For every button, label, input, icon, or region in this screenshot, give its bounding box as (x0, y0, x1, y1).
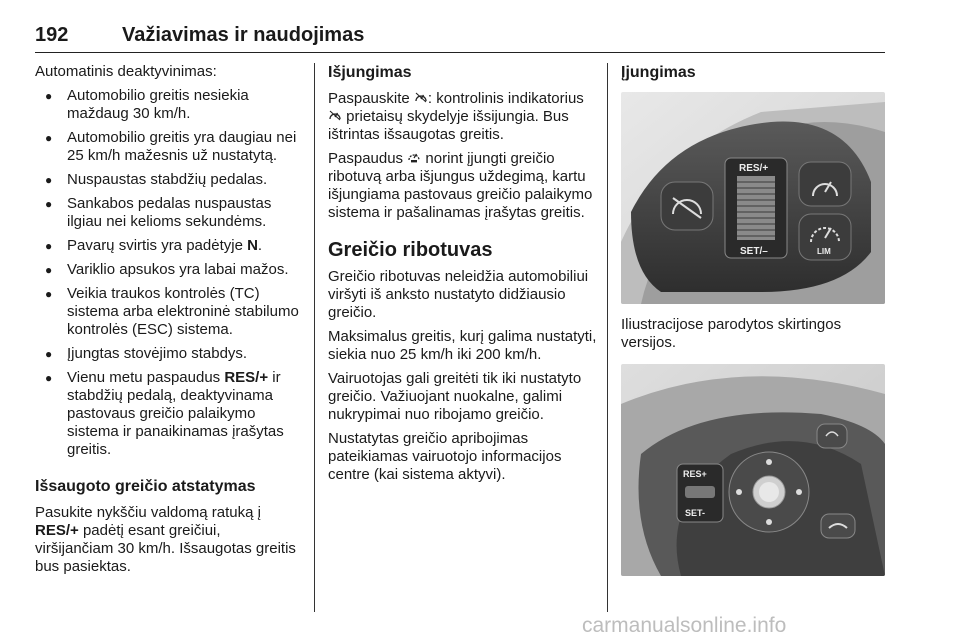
paragraph: Vairuotojas gali greitėti tik iki nustatyto greičio. Važiuojant nuokalne, galimi nukrypimai nuo ribojamo greičio. (328, 370, 582, 423)
column-2 (328, 63, 598, 490)
steering-wheel-controls-figure-1 (621, 92, 885, 304)
cruise-off-icon (328, 108, 342, 126)
paragraph: Maksimalus greitis, kurį galima nustatyti, siekia nuo 25 km/h iki 200 km/h. (328, 328, 597, 363)
list-item: ● Įjungtas stovėjimo stabdys. (35, 345, 301, 363)
list-item: ● Veikia traukos kontrolės (TC) sistema arba elektroninė stabilumo kontrolės (ESC) sistema. (35, 285, 301, 339)
section-heading-off: Išjungimas (328, 64, 412, 81)
auto-deactivation-intro: Automatinis deaktyvinimas: (35, 63, 217, 80)
voice-icon (817, 424, 847, 448)
paragraph: Greičio ribotuvas neleidžia automobiliui viršyti iš anksto nustatyto didžiausio greičio. (328, 268, 589, 321)
res-label: RES/+ (739, 163, 769, 174)
cruise-on-icon (799, 162, 851, 206)
chapter-title: Važiavimas ir naudojimas (122, 24, 365, 46)
deactivation-list (35, 87, 301, 459)
watermark: carmanualsonline.info (582, 614, 787, 637)
column-divider (314, 63, 315, 612)
off-paragraph-2: Paspaudus norint įjungti greičio ribotuvą arba išjungus uždegimą, kartu išjungiama pastovaus greičio palaikymo sistema ir pašalinamas įrašytas greitis. (328, 150, 593, 221)
list-item: ● Nuspaustas stabdžių pedalas. (35, 171, 301, 189)
cruise-off-icon (414, 90, 428, 108)
page-header (35, 22, 885, 53)
column-1 (35, 63, 301, 582)
list-item: ● Automobilio greitis yra daugiau nei 25 km/h mažesnis už nustatytą. (35, 129, 301, 165)
steering-wheel-controls-figure-2 (621, 364, 885, 576)
list-item: ● Vienu metu paspaudus RES/+ ir stabdžių pedalą, deaktyvinama pastovaus greičio palaikymo sistema ir panaikinamas įrašytas greitis. (35, 369, 301, 459)
section-heading-limiter: Greičio ribotuvas (328, 239, 493, 261)
off-paragraph-1: Paspauskite : kontrolinis indikatorius prietaisų skydelyje išsijungia. Bus ištrintas išsaugotas greitis. (328, 90, 584, 143)
column-divider (607, 63, 608, 612)
cancel-button-icon (661, 182, 713, 230)
speed-limiter-icon (407, 150, 421, 168)
page-number: 192 (35, 24, 69, 46)
paragraph: Nustatytas greičio apribojimas pateikiamas vairuotojo informacijos centre (kai sistema aktyvi). (328, 430, 562, 483)
column-3 (621, 63, 891, 576)
res-label: RES+ (683, 469, 707, 479)
restore-paragraph: Pasukite nykščiu valdomą ratuką į RES/+ padėtį esant greičiui, viršijančiam 30 km/h. Išsaugotas greitis bus pasiektas. (35, 504, 296, 575)
section-heading-on: Įjungimas (621, 64, 696, 81)
list-item: ● Pavarų svirtis yra padėtyje N. (35, 237, 301, 255)
set-label: SET/– (740, 246, 768, 257)
lim-label: LIM (817, 247, 831, 256)
list-item: ● Variklio apsukos yra labai mažos. (35, 261, 301, 279)
phone-icon (821, 514, 855, 538)
list-item: ● Automobilio greitis nesiekia maždaug 30 km/h. (35, 87, 301, 123)
multifunction-pad-icon (729, 452, 809, 532)
figure-caption: Iliustracijose parodytos skirtingos versijos. (621, 316, 842, 351)
section-heading-restore: Išsaugoto greičio atstatymas (35, 478, 256, 495)
list-item: ● Sankabos pedalas nuspaustas ilgiau nei kelioms sekundėms. (35, 195, 301, 231)
set-label: SET- (685, 508, 706, 518)
